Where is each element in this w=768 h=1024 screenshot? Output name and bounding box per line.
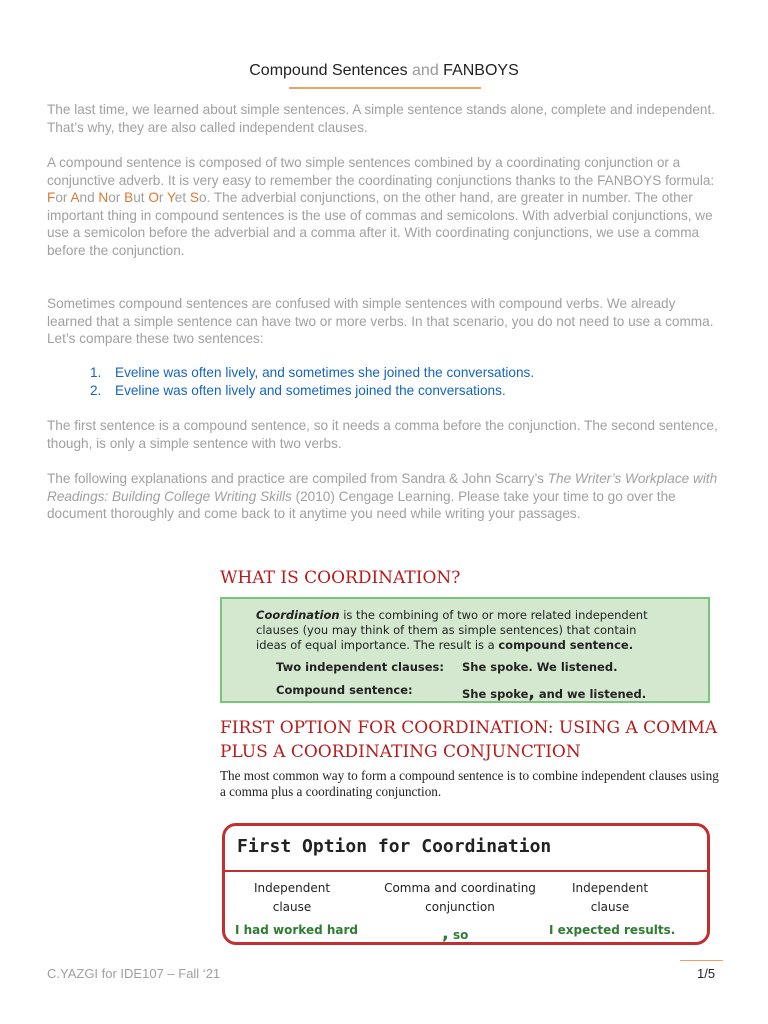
- fanboys-rest-n: or: [108, 190, 125, 206]
- fanboys-letter-s: S: [189, 190, 199, 206]
- fanboys-rest-f: or: [55, 190, 71, 206]
- intro-paragraph-5: [47, 470, 722, 523]
- fanboys-rest-s: o: [199, 190, 207, 206]
- definition-box: [220, 597, 710, 703]
- book-title: The Writer’s Workplace with Readings: Building College Writing Skills: [47, 471, 718, 504]
- title-part1: Compound Sentences: [249, 62, 408, 79]
- box-divider: [225, 870, 707, 872]
- p5-part-b: (2010) Cengage Learning. Please take your time to go over the document thoroughly and come back to it anytime you need while writing your passages.: [47, 488, 676, 522]
- row-label: Two independent clauses:: [276, 660, 445, 674]
- example-number: 1.: [90, 365, 102, 380]
- row-value: She spoke. We listened.: [462, 660, 618, 674]
- definition-text: [256, 608, 666, 653]
- list-item: [90, 382, 534, 400]
- example-so: so: [448, 928, 469, 942]
- definition-body: is the combining of two or more related independent clauses (you may think of them as simple sentences) that contain ideas of equal importance. The result is a: [256, 608, 648, 652]
- example-text: Eveline was often lively and sometimes joined the conversations.: [115, 383, 506, 398]
- intro-paragraph-3: Sometimes compound sentences are confused with simple sentences with compound verbs. We already learned that a simple sentence can have two or more verbs. In that scenario, you do not need to use a comma. Let’s compare these two sentences:: [47, 296, 714, 347]
- example-comma: ,: [442, 923, 449, 944]
- example-clause-1: I had worked hard: [235, 923, 359, 937]
- footer-author: C.YAZGI for IDE107 – Fall ‘21: [47, 966, 221, 981]
- row-value-a: She spoke: [462, 687, 529, 701]
- first-option-box: [222, 823, 710, 945]
- first-option-box-title: First Option for Coordination: [237, 836, 552, 857]
- p2-part-a: A compound sentence is composed of two simple sentences combined by a coordinating conjunction or a conjunctive adverb. It is very easy to remember the coordinating conjunctions thanks to the FANBOYS formula:: [47, 155, 715, 188]
- first-option-intro: The most common way to form a compound sentence is to combine independent clauses using a comma plus a coordinating conjunction.: [220, 768, 719, 799]
- page-number: 1/5: [697, 966, 716, 981]
- intro-paragraph-2: [47, 154, 722, 260]
- example-list: [90, 364, 534, 400]
- example-text: Eveline was often lively, and sometimes she joined the conversations.: [115, 365, 535, 380]
- list-item: [90, 364, 534, 382]
- footer-rule: [680, 960, 723, 961]
- column-independent-clause-1: Independent clause: [253, 881, 331, 914]
- fanboys-rest-y: et: [174, 190, 190, 206]
- section-heading-first-option: FIRST OPTION FOR COORDINATION: USING A COMMA PLUS A COORDINATING CONJUNCTION: [220, 718, 718, 762]
- intro-paragraph-4: The first sentence is a compound sentence, so it needs a comma before the conjunction. The second sentence, though, is only a simple sentence with two verbs.: [47, 418, 718, 451]
- example-number: 2.: [90, 383, 102, 398]
- example-conjunction: [442, 923, 468, 944]
- fanboys-letter-y: Y: [166, 190, 175, 206]
- column-comma-conjunction: Comma and coordinating conjunction: [384, 881, 536, 914]
- fanboys-letter-n: N: [98, 190, 109, 206]
- example-row-compound: [276, 683, 647, 703]
- row-comma: ,: [528, 683, 535, 703]
- fanboys-rest-o: r: [158, 190, 167, 206]
- title-part2: FANBOYS: [443, 62, 519, 79]
- fanboys-letter-o: O: [148, 190, 159, 206]
- fanboys-rest-b: ut: [133, 190, 149, 206]
- fanboys-letter-f: F: [47, 190, 56, 206]
- row-value: [462, 683, 646, 703]
- example-clause-2: I expected results.: [549, 923, 676, 937]
- definition-bold: compound sentence.: [498, 638, 634, 652]
- row-value-b: and we listened.: [534, 687, 647, 701]
- intro-paragraph-1: The last time, we learned about simple sentences. A simple sentence stands alone, complete and independent. That’s why, they are also called independent clauses.: [47, 102, 716, 135]
- p5-part-a: The following explanations and practice are compiled from Sandra & John Scarry’s: [47, 471, 548, 486]
- example-row-independent: [276, 660, 618, 674]
- title-and: and: [412, 62, 439, 79]
- definition-term: Coordination: [256, 608, 340, 622]
- section-heading-coordination: WHAT IS COORDINATION?: [220, 568, 461, 588]
- fanboys-letter-b: B: [124, 190, 134, 206]
- p2-part-b: . The adverbial conjunctions, on the other hand, are greater in number. The other important thing in compound sentences is the use of commas and semicolons. With adverbial conjunctions, we use a semicolon before the adverbial and a comma after it. With coordinating conjunctions, we use a comma before the conjunction.: [47, 190, 713, 258]
- fanboys-rest-a: nd: [79, 190, 99, 206]
- column-independent-clause-2: Independent clause: [571, 881, 649, 914]
- fanboys-letter-a: A: [70, 190, 80, 206]
- page-title: [0, 62, 768, 80]
- row-label: Compound sentence:: [276, 683, 413, 697]
- title-underline: [289, 87, 481, 89]
